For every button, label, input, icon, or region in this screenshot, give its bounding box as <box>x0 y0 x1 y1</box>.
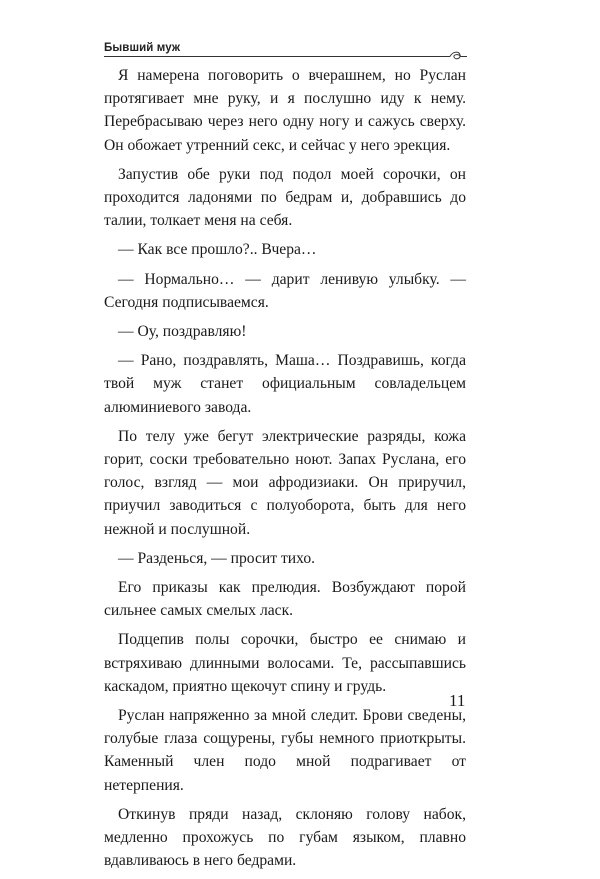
paragraph: Я намерена поговорить о вчерашнем, но Руслан протягивает мне руку, и я послушно иду к нему. Перебрасываю через него одну ногу и сажусь сверху. Он обожает утренний секс, и сейчас у него эрекция. <box>104 67 466 154</box>
paragraph: По телу уже бегут электрические разряды, кожа горит, соски требовательно ноют. Запах Руслана, его голос, взгляд — мои афродизиаки. Он приручил, приучил заводиться с полуоборота, быть для него нежной и послушной. <box>104 427 466 538</box>
page-number: 11 <box>449 691 466 710</box>
body-text <box>104 64 466 879</box>
paragraph: — Оу, поздравляю! <box>118 323 247 341</box>
header-rule <box>104 56 438 57</box>
paragraph: — Нормально… — дарит ленивую улыбку. — Сегодня подписываемся. <box>104 270 466 311</box>
paragraph: Руслан напряженно за мной следит. Брови сведены, голубые глаза сощурены, губы немного приоткрыты. Каменный член подо мной подрагивает от нетерпения. <box>104 707 466 794</box>
paragraph: Его приказы как прелюдия. Возбуждают порой сильнее самых смелых ласк. <box>104 579 466 620</box>
paragraph: Подцепив полы сорочки, быстро ее снимаю и встряхиваю длинными волосами. Те, рассыпавшись каскадом, приятно щекочут спину и грудь. <box>104 631 466 695</box>
paragraph: Откинув пряди назад, склоняю голову набок, медленно прохожусь по губам языком, плавно вдавливаюсь в него бедрами. <box>104 805 466 870</box>
paragraph: — Разденься, — просит тихо. <box>118 549 316 567</box>
paragraph: — Рано, поздравлять, Маша… Поздравишь, когда твой муж станет официальным совладельцем алюминиевого завода. <box>104 352 466 416</box>
flourish-ornament-icon <box>436 47 468 63</box>
running-header: Бывший муж <box>104 42 181 54</box>
paragraph: — Как все прошло?.. Вчера… <box>118 241 317 259</box>
paragraph: Запустив обе руки под подол моей сорочки, он проходится ладонями по бедрам и, добравшись до талии, толкает меня на себя. <box>104 165 466 230</box>
